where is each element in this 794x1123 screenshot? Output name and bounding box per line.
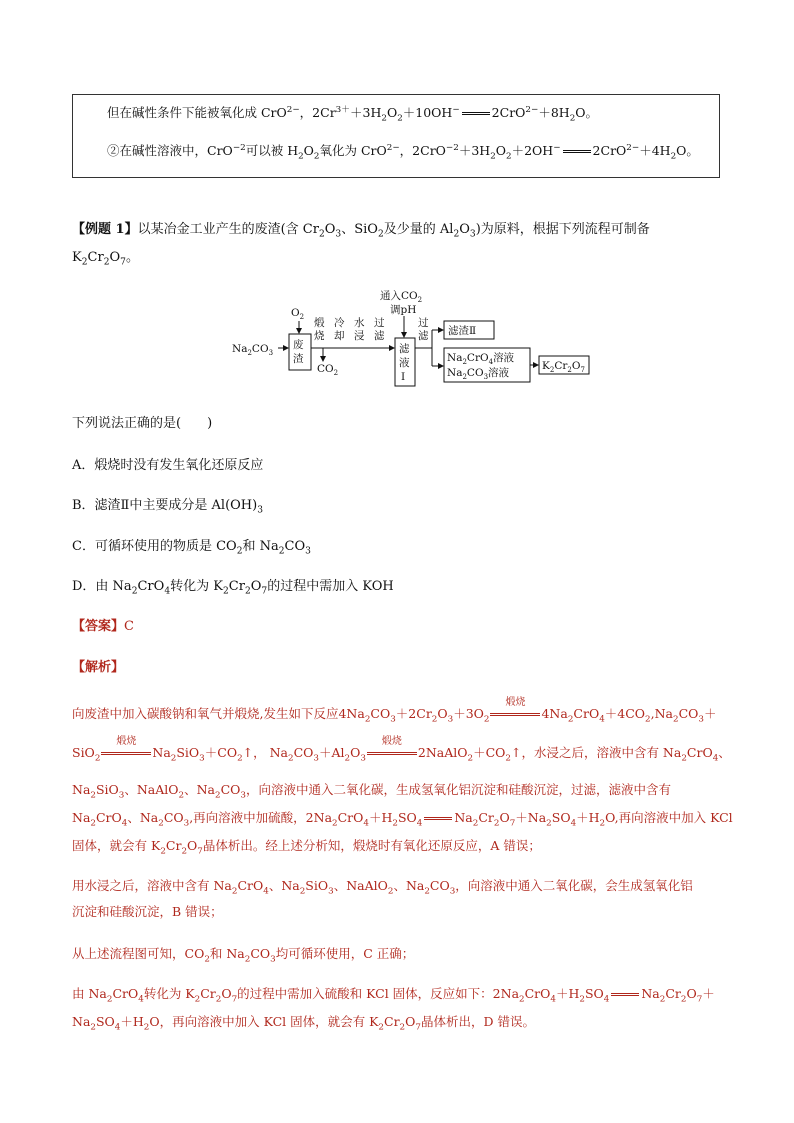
text: CrO [112, 986, 139, 1001]
text: 转化为 K [170, 579, 223, 594]
text: )为原料，根据下列流程可制备 [475, 222, 650, 237]
equals-sign [462, 112, 490, 115]
process-flowchart [228, 286, 598, 396]
text: 、Na [268, 878, 300, 893]
sub: 4 [121, 818, 128, 829]
condition-line [101, 752, 151, 755]
text: O [405, 1014, 416, 1029]
question-stem: 下列说法正确的是( ) [72, 416, 213, 431]
sub: 2 [131, 586, 138, 597]
text: SO [584, 986, 604, 1001]
text: CrO [686, 745, 713, 760]
sub: 2 [680, 994, 687, 1005]
text: 由 Na [72, 986, 107, 1001]
condition-text: 煅烧 [505, 697, 526, 708]
condition-calcine [490, 697, 540, 721]
option-d [72, 575, 394, 597]
text: CrO [137, 579, 165, 594]
text: 、Na [127, 810, 159, 825]
text: ＋CO [473, 745, 506, 760]
text: 、SiO [341, 222, 378, 237]
sub: 2 [103, 257, 110, 268]
sub: 4 [570, 818, 577, 829]
text: SiO [176, 745, 200, 760]
text: Cr [87, 250, 104, 265]
text: ，向溶液中通入二氧化碳，生成氢氧化铝沉淀和硅酸沉淀，过滤，滤液中含有 [245, 782, 671, 797]
text: 用水浸之后，溶液中含有 Na [72, 878, 232, 893]
text: 可以被 H [245, 143, 299, 158]
text: 、Na [393, 878, 425, 893]
tongru-co2-label: 通入$CO_2$ [380, 290, 423, 304]
equals-sign [424, 817, 452, 820]
sub: 4 [363, 818, 369, 829]
sub: 2 [453, 229, 460, 240]
text: Na [72, 1014, 91, 1029]
text: C．可循环使用的物质是 CO [72, 539, 237, 554]
text: O,再向溶液中加入 KCl [605, 810, 733, 825]
text: 氧化为 CrO [319, 143, 387, 158]
text: SiO [95, 782, 119, 797]
sub: 2 [215, 994, 222, 1005]
sub: 2 [90, 790, 96, 801]
text: ，2CrO [399, 143, 446, 158]
sub: 3 [328, 886, 334, 897]
analysis-p1-line5 [72, 836, 541, 857]
text: 的过程中需加入 KOH [267, 579, 394, 594]
sub: 2 [673, 714, 679, 725]
sub: 2 [81, 257, 88, 268]
text: 。 [125, 250, 139, 265]
sub: 2 [231, 886, 238, 897]
sub: 2 [299, 886, 306, 897]
answer-value: C [124, 619, 134, 634]
sub: 2 [483, 714, 490, 725]
box-line-1 [107, 103, 599, 124]
tiaoph-label: 调pH [390, 304, 417, 316]
condition-text: 煅烧 [116, 736, 137, 747]
sub: 3 [313, 753, 319, 764]
sub: 2 [659, 994, 666, 1005]
text: ＋H [368, 810, 393, 825]
option-b [72, 494, 264, 516]
condition-line [490, 713, 540, 716]
text: ＋8H [538, 105, 570, 120]
text: 及少量的 Al [383, 222, 454, 237]
sup: 3＋ [335, 104, 350, 115]
sub: 2 [90, 818, 96, 829]
text: O [109, 250, 121, 265]
sub: 2 [244, 586, 251, 597]
sub: 3 [183, 818, 190, 829]
text: ＋4CO [604, 706, 646, 721]
text: O [495, 143, 507, 158]
sub: 2 [170, 753, 177, 764]
sub: 2 [181, 846, 188, 857]
text: CO [163, 810, 184, 825]
text: ＋3H [458, 143, 491, 158]
condition-line [367, 752, 417, 755]
text: SiO [72, 745, 95, 760]
text: O。 [575, 105, 599, 120]
sub: 3 [257, 505, 264, 516]
text: Cr [478, 810, 494, 825]
sup: 2− [525, 104, 539, 115]
condition-text: 煅烧 [381, 736, 402, 747]
text: CO [284, 539, 306, 554]
text: D．由 Na [72, 579, 132, 594]
text: CO [220, 782, 241, 797]
analysis-p1-line1 [72, 697, 717, 725]
text: ,Na [650, 706, 673, 721]
sub: 2 [424, 886, 430, 897]
sub: 4 [712, 753, 719, 764]
sub: 2 [364, 714, 371, 725]
text: 2NaAlO [417, 745, 468, 760]
sub: 2 [399, 1022, 406, 1033]
text: CO [370, 706, 391, 721]
sol-line-2: $Na_2CO_3$溶液 [447, 367, 510, 381]
sub: 4 [263, 886, 269, 897]
sub: 2 [278, 546, 285, 557]
sub: 2 [244, 954, 251, 965]
text: Cr [228, 579, 245, 594]
knowledge-box [72, 94, 720, 178]
sub: 4 [416, 818, 423, 829]
sub: 4 [164, 586, 171, 597]
sub: 2 [94, 753, 101, 764]
sub: 7 [261, 586, 268, 597]
text: O [350, 745, 361, 760]
sub: 2 [431, 714, 438, 725]
sub: 2 [298, 151, 304, 162]
text: 2CrO [592, 143, 627, 158]
sub: 3 [698, 714, 704, 725]
text: Na [641, 986, 660, 1001]
sup: 2− [286, 104, 300, 115]
condition-calcine [367, 736, 417, 760]
sub: 3 [449, 886, 456, 897]
text: SO [95, 1014, 115, 1029]
text: ＋CO [204, 745, 238, 760]
o2-label: $O_2$ [291, 307, 305, 321]
text: 2CrO [491, 105, 526, 120]
text: Na [152, 745, 171, 760]
text: O [437, 706, 448, 721]
text: ＋H [120, 1014, 144, 1029]
sub: 2 [344, 753, 351, 764]
analysis-p3 [72, 944, 415, 965]
analysis-p1-line3 [72, 780, 671, 801]
text: 但在碱性条件下能被氧化成 CrO [107, 105, 287, 120]
sub: 2 [569, 113, 576, 124]
analysis-p2-line1 [72, 876, 693, 897]
text: 晶体析出，D 错误。 [420, 1014, 535, 1029]
sub: 2 [90, 1022, 96, 1033]
text: O [324, 222, 336, 237]
sub: 2 [381, 113, 387, 124]
lvzha-text: 滤渣Ⅱ [448, 325, 477, 337]
sub: 7 [696, 994, 703, 1005]
sup: −2 [445, 142, 459, 153]
text: O [187, 838, 198, 853]
text: 、Na [184, 782, 215, 797]
sub: 2 [106, 994, 113, 1005]
answer-label: 【答案】 [72, 619, 125, 634]
sub: 2 [332, 818, 338, 829]
text: 、NaAlO [333, 878, 388, 893]
text: ＋10OH [402, 105, 453, 120]
text: CrO [337, 810, 364, 825]
text: CrO [524, 986, 551, 1001]
text: 转化为 K [143, 986, 195, 1001]
product-text: $K_2Cr_2O_7$ [542, 360, 585, 374]
text: 、NaAlO [124, 782, 179, 797]
sub: 2 [158, 818, 164, 829]
lvye-text: 滤液 Ⅰ [399, 343, 410, 383]
text: B．滤渣Ⅱ中主要成分是 Al(OH) [72, 498, 258, 513]
text: CrO [573, 706, 600, 721]
sub: 2 [579, 994, 585, 1005]
text: ↑， Na [242, 745, 288, 760]
text: Na [72, 782, 91, 797]
sub: 2 [546, 818, 552, 829]
analysis-label: 【解析】 [72, 660, 125, 675]
sub: 4 [603, 994, 610, 1005]
text: ＋H [555, 986, 580, 1001]
sub: 2 [519, 994, 525, 1005]
sub: 2 [222, 586, 229, 597]
sub: 2 [567, 714, 574, 725]
sub: 3 [240, 790, 246, 801]
sup: −2 [232, 142, 246, 153]
sup: 2− [386, 142, 400, 153]
text: K [72, 250, 82, 265]
sup: − [553, 142, 561, 153]
text: Na [454, 810, 473, 825]
text: ＋H [576, 810, 600, 825]
text: ＋Al [318, 745, 345, 760]
text: O [250, 579, 262, 594]
sub: 2 [204, 954, 210, 965]
sub: 2 [505, 753, 511, 764]
sub: 2 [194, 994, 201, 1005]
co2-out-label: $CO_2$ [317, 363, 339, 377]
text: 、 [718, 745, 731, 760]
sub: 3 [360, 753, 366, 764]
sub: 2 [645, 714, 651, 725]
example-line-2 [72, 246, 139, 268]
step-cool: 冷却 [334, 317, 345, 342]
text: Na [72, 810, 91, 825]
text: ＋4H [639, 143, 671, 158]
option-c [72, 535, 311, 557]
analysis-p2-line2: 沉淀和硅酸沉淀，B 错误； [72, 904, 223, 919]
sub: 2 [237, 753, 243, 764]
sub: 3 [335, 229, 342, 240]
equals-sign [611, 993, 639, 996]
text: ＋3O [453, 706, 484, 721]
text: 和 Na [242, 539, 279, 554]
text: ＋2Cr [395, 706, 432, 721]
sup: 2− [626, 142, 640, 153]
text: O [686, 986, 697, 1001]
step-calcine: 煅烧 [314, 317, 325, 342]
sub: 2 [160, 846, 166, 857]
sub: 4 [550, 994, 556, 1005]
text: O。 [676, 143, 699, 158]
sub: 3 [305, 546, 311, 557]
text: ＋Na [515, 810, 547, 825]
sub: 2 [681, 753, 687, 764]
sol-line-1: $Na_2CrO_4$溶液 [447, 352, 515, 366]
text: CrO [95, 810, 122, 825]
sub: 2 [143, 1022, 150, 1033]
text: SiO [305, 878, 329, 893]
sub: 2 [670, 151, 677, 162]
sub: 2 [215, 790, 221, 801]
sub: 3 [270, 954, 276, 965]
text: ,再向溶液中加硫酸，2Na [189, 810, 333, 825]
na2co3-label: $Na_2CO_3$ [232, 343, 274, 357]
text: 以某冶金工业产生的废渣(含 Cr [137, 222, 319, 237]
example-label: 【例题 1】 [72, 222, 138, 237]
step-filter: 过滤 [374, 317, 385, 342]
sub: 7 [509, 818, 516, 829]
example-line-1 [72, 218, 650, 240]
sub: 4 [138, 994, 144, 1005]
sub: 7 [197, 846, 203, 857]
option-a: A．煅烧时没有发生氧化还原反应 [72, 458, 264, 473]
text: CO [250, 946, 271, 961]
sub: 2 [599, 818, 606, 829]
step-leach: 水浸 [354, 317, 365, 342]
sub: 3 [199, 753, 205, 764]
text: SO [397, 810, 417, 825]
sub: 4 [114, 1022, 121, 1033]
text: O [386, 105, 398, 120]
text: Cr [200, 986, 216, 1001]
analysis-p4-line2 [72, 1012, 535, 1033]
sub: 2 [387, 886, 394, 897]
text: Cr [165, 838, 182, 853]
text: 和 Na [209, 946, 245, 961]
text: SO [551, 810, 571, 825]
text: 固体，就会有 K [72, 838, 161, 853]
sub: 2 [472, 818, 479, 829]
sub: 4 [599, 714, 605, 725]
text: 从上述流程图可知，CO [72, 946, 205, 961]
answer-line [72, 615, 134, 634]
text: 在碱性溶液中，CrO [119, 143, 233, 158]
text: CO [293, 745, 314, 760]
text: ＋2OH [511, 143, 554, 158]
sub: 2 [506, 151, 512, 162]
text: CO [429, 878, 450, 893]
text: 的过程中需加入硫酸和 KCl 固体，反应如下：2Na [237, 986, 520, 1001]
sub: 2 [178, 790, 185, 801]
feizha-text: 废渣 [293, 339, 304, 365]
sub: 2 [318, 229, 325, 240]
equals-sign [563, 150, 591, 153]
text: O [459, 222, 470, 237]
analysis-label-line [72, 656, 124, 675]
circled-number: ② [107, 143, 120, 158]
sub: 3 [447, 714, 454, 725]
sub: 2 [313, 151, 320, 162]
sub: 2 [377, 229, 384, 240]
text: O [221, 986, 232, 1001]
analysis-p1-line2 [72, 736, 731, 764]
sub: 3 [390, 714, 396, 725]
text: O [303, 143, 314, 158]
text: ↑，水浸之后，溶液中含有 Na [510, 745, 682, 760]
text: 4Na [541, 706, 568, 721]
text: ＋ [703, 706, 717, 721]
condition-calcine [101, 736, 151, 760]
sub: 3 [469, 229, 476, 240]
analysis-p4-line1 [72, 984, 715, 1005]
text: ，2Cr [299, 105, 336, 120]
text: Cr [384, 1014, 400, 1029]
text: O，再向溶液中加入 KCl 固体，就会有 K [149, 1014, 379, 1029]
text: O [499, 810, 510, 825]
text: ＋3H [350, 105, 382, 120]
step-filter-2: 过滤 [418, 317, 429, 342]
sub: 7 [120, 257, 126, 268]
sup: − [452, 104, 460, 115]
text: ，向溶液中通入二氧化碳，会生成氢氧化铝 [455, 878, 693, 893]
sub: 2 [467, 753, 474, 764]
text: ＋ [702, 986, 715, 1001]
sub: 2 [287, 753, 294, 764]
sub: 2 [397, 113, 403, 124]
text: Cr [665, 986, 681, 1001]
text: 向废渣中加入碳酸钠和氧气并煅烧,发生如下反应4Na [72, 706, 365, 721]
sub: 7 [231, 994, 238, 1005]
sub: 2 [236, 546, 243, 557]
analysis-p1-line4 [72, 808, 733, 829]
sub: 3 [118, 790, 125, 801]
sub: 7 [415, 1022, 421, 1033]
box-line-2 [107, 141, 699, 162]
sub: 2 [378, 1022, 384, 1033]
sub: 2 [490, 151, 496, 162]
text: CrO [237, 878, 264, 893]
text: 均可循环使用，C 正确； [275, 946, 415, 961]
sub: 2 [493, 818, 500, 829]
text: CO [678, 706, 699, 721]
text: 晶体析出。经上述分析知，煅烧时有氧化还原反应，A 错误； [202, 838, 541, 853]
sub: 2 [392, 818, 398, 829]
